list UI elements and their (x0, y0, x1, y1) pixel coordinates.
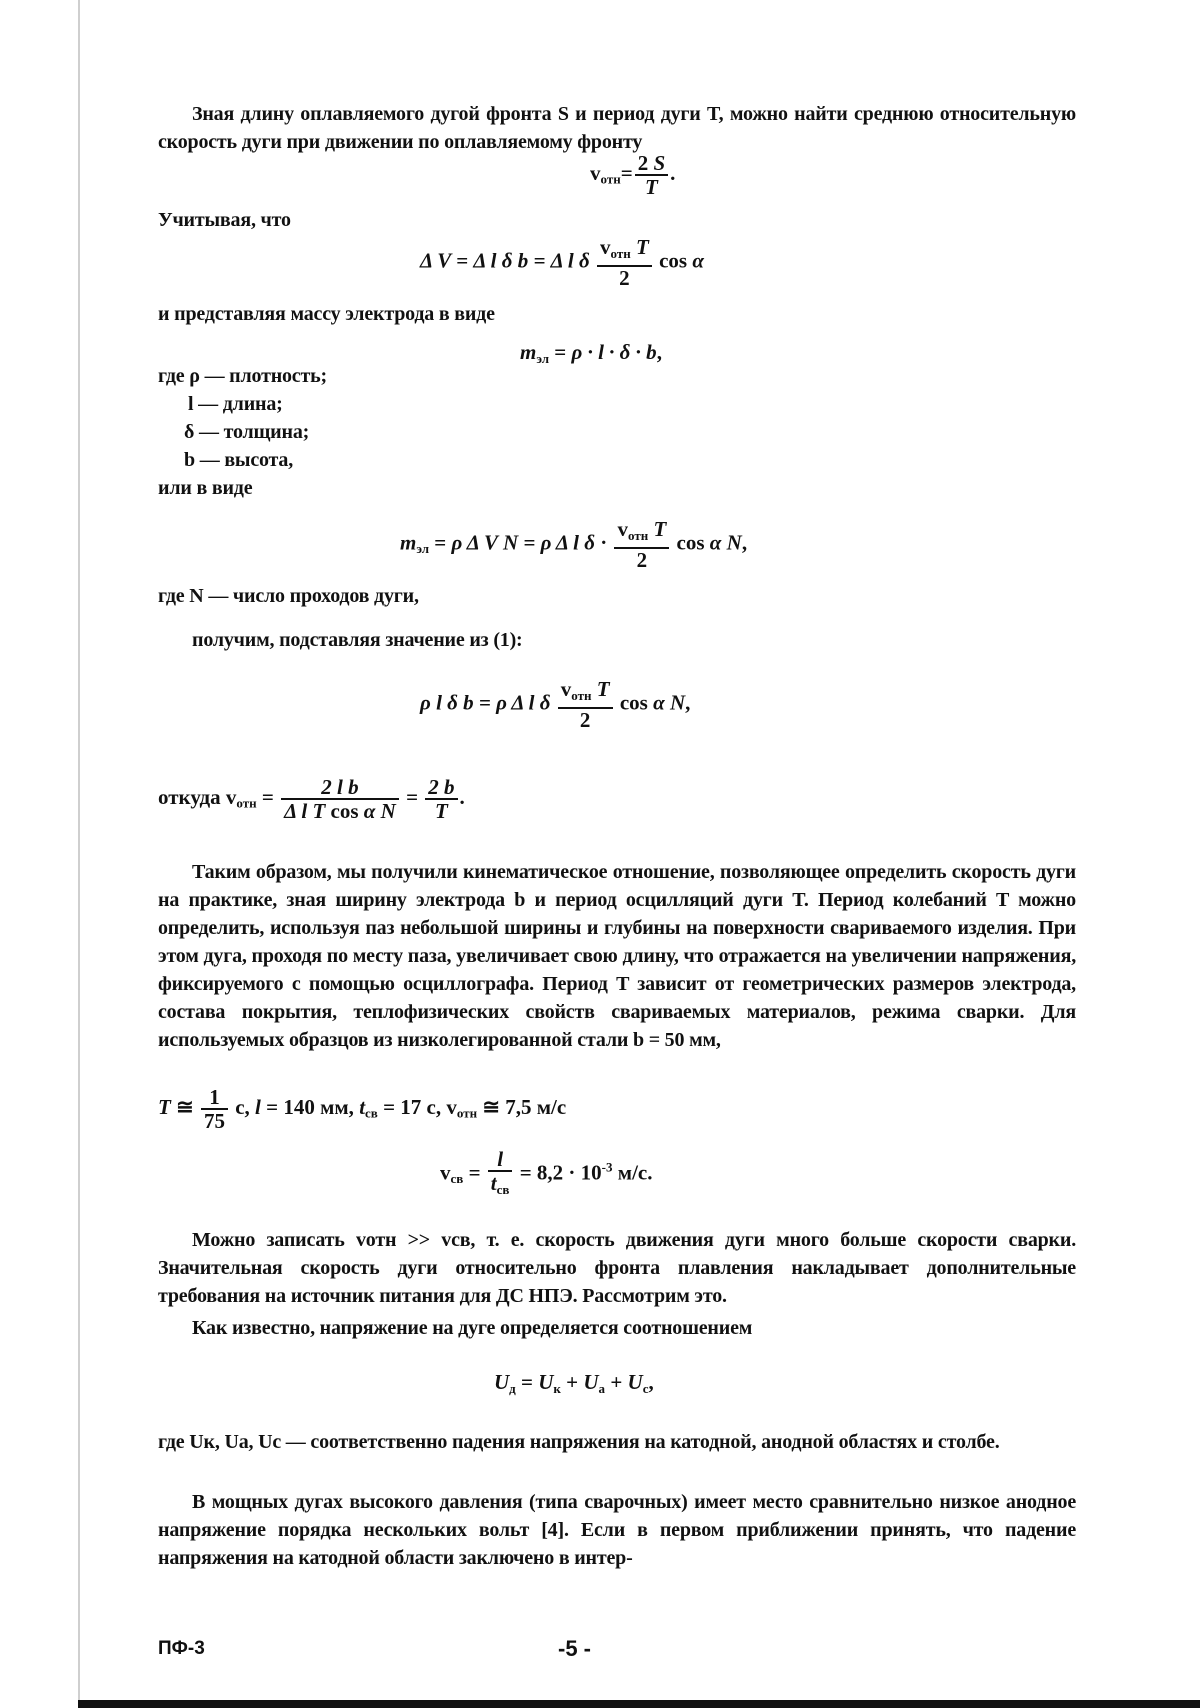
paragraph-voltage-drops: где Uк, Uа, Uс — соответственно падения напряжения на катодной, анодной областях и столбе. (158, 1431, 1000, 1453)
scan-bottom-edge (78, 1700, 1200, 1708)
def-thickness: δ — толщина; (184, 421, 310, 443)
footer-code: ПФ-3 (158, 1638, 205, 1659)
scan-left-edge (78, 0, 80, 1708)
paragraph-high-pressure: В мощных дугах высокого давления (типа сварочных) имеет место сравнительно низкое анодное напряжение порядка нескольких вольт [4]. Если в первом приближении принять, что падение напряжения на катодной области заключено в интер- (158, 1491, 1076, 1569)
formula-parameters: T ≅ $\frac{1}{75}$ с, l = 140 мм, $t_{св} = 17$ с, $v_{отн}$ ≅ 7,5 м/с (158, 1085, 567, 1133)
paragraph-comparison: Можно записать vотн >> vсв, т. е. скорость движения дуги много больше скорости сварки. Значительная скорость дуги относительно фронта плавления накладывает дополнительные требования на источник питания для ДС НПЭ. Рассмотрим это. (158, 1229, 1076, 1307)
page-number: -5 - (558, 1636, 591, 1661)
def-density: где ρ — плотность; (158, 365, 327, 387)
document-page (158, 100, 1076, 1700)
paragraph-intro: Зная длину оплавляемого дугой фронта S и период дуги T, можно найти среднюю относительную скорость дуги при движении по оплавляемому фронту (158, 103, 1076, 153)
def-passes: где N — число проходов дуги, (158, 585, 419, 607)
def-length: l — длина; (188, 393, 283, 415)
formula-mass-passes: $m_{эл} = \rho$ Δ V N = ρ Δ l δ · $v_{отн}$ T 2 cos α N, (400, 517, 748, 572)
paragraph-known-voltage: Как известно, напряжение на дуге определяется соотношением (192, 1317, 753, 1339)
def-height: b — высота, (184, 449, 294, 471)
formula-relative-speed: $v_{отн}=$ $\frac{2 S}{T}$ . (590, 151, 676, 199)
paragraph-or-as: или в виде (158, 477, 253, 499)
paragraph-substituting: получим, подставляя значение из (1): (192, 629, 523, 651)
formula-arc-voltage: $U_д = U_к + U_а + U_с$, (494, 1370, 654, 1396)
formula-equality: ρ l δ b = ρ Δ l δ $v_{отн}$ T 2 cos α N, (420, 677, 691, 732)
formula-electrode-mass: $m_{эл} = \rho \cdot l \cdot \delta \cdot b$, (520, 340, 662, 366)
formula-volume: Δ V = Δ l δ b = Δ l δ $v_{отн}$ T 2 cos α (420, 235, 704, 290)
paragraph-kinematic: Таким образом, мы получили кинематическое отношение, позволяющее определить скорость дуги на практике, зная ширину электрода b и период осцилляций дуги T. Период колебаний T можно определить, используя паз небольшой ширины и глубины на поверхности свариваемого изделия. При этом дуга, проходя по месту паза, увеличивает свою длину, что отражается на увеличении напряжения, фиксируемого с помощью осциллографа. Период T зависит от геометрических размеров электрода, состава покрытия, теплофизических свойств свариваемых материалов, режима сварки. Для используемых образцов из низколегированной стали b = 50 мм, (158, 861, 1076, 1051)
formula-speed-result: откуда $v_{отн}$ = $\frac{\text{2 l b}}{\text{Δ l T cos α N}}$ = $\frac{2 b}{T}$ . (158, 775, 465, 823)
paragraph-mass: и представляя массу электрода в виде (158, 303, 495, 325)
label-whence: откуда (158, 784, 221, 809)
paragraph-considering: Учитывая, что (158, 209, 291, 231)
formula-welding-speed: $v_{св}$ = l $t_{св}$ = $8,2 \cdot 10^{-3}$ м/с. (440, 1147, 653, 1197)
